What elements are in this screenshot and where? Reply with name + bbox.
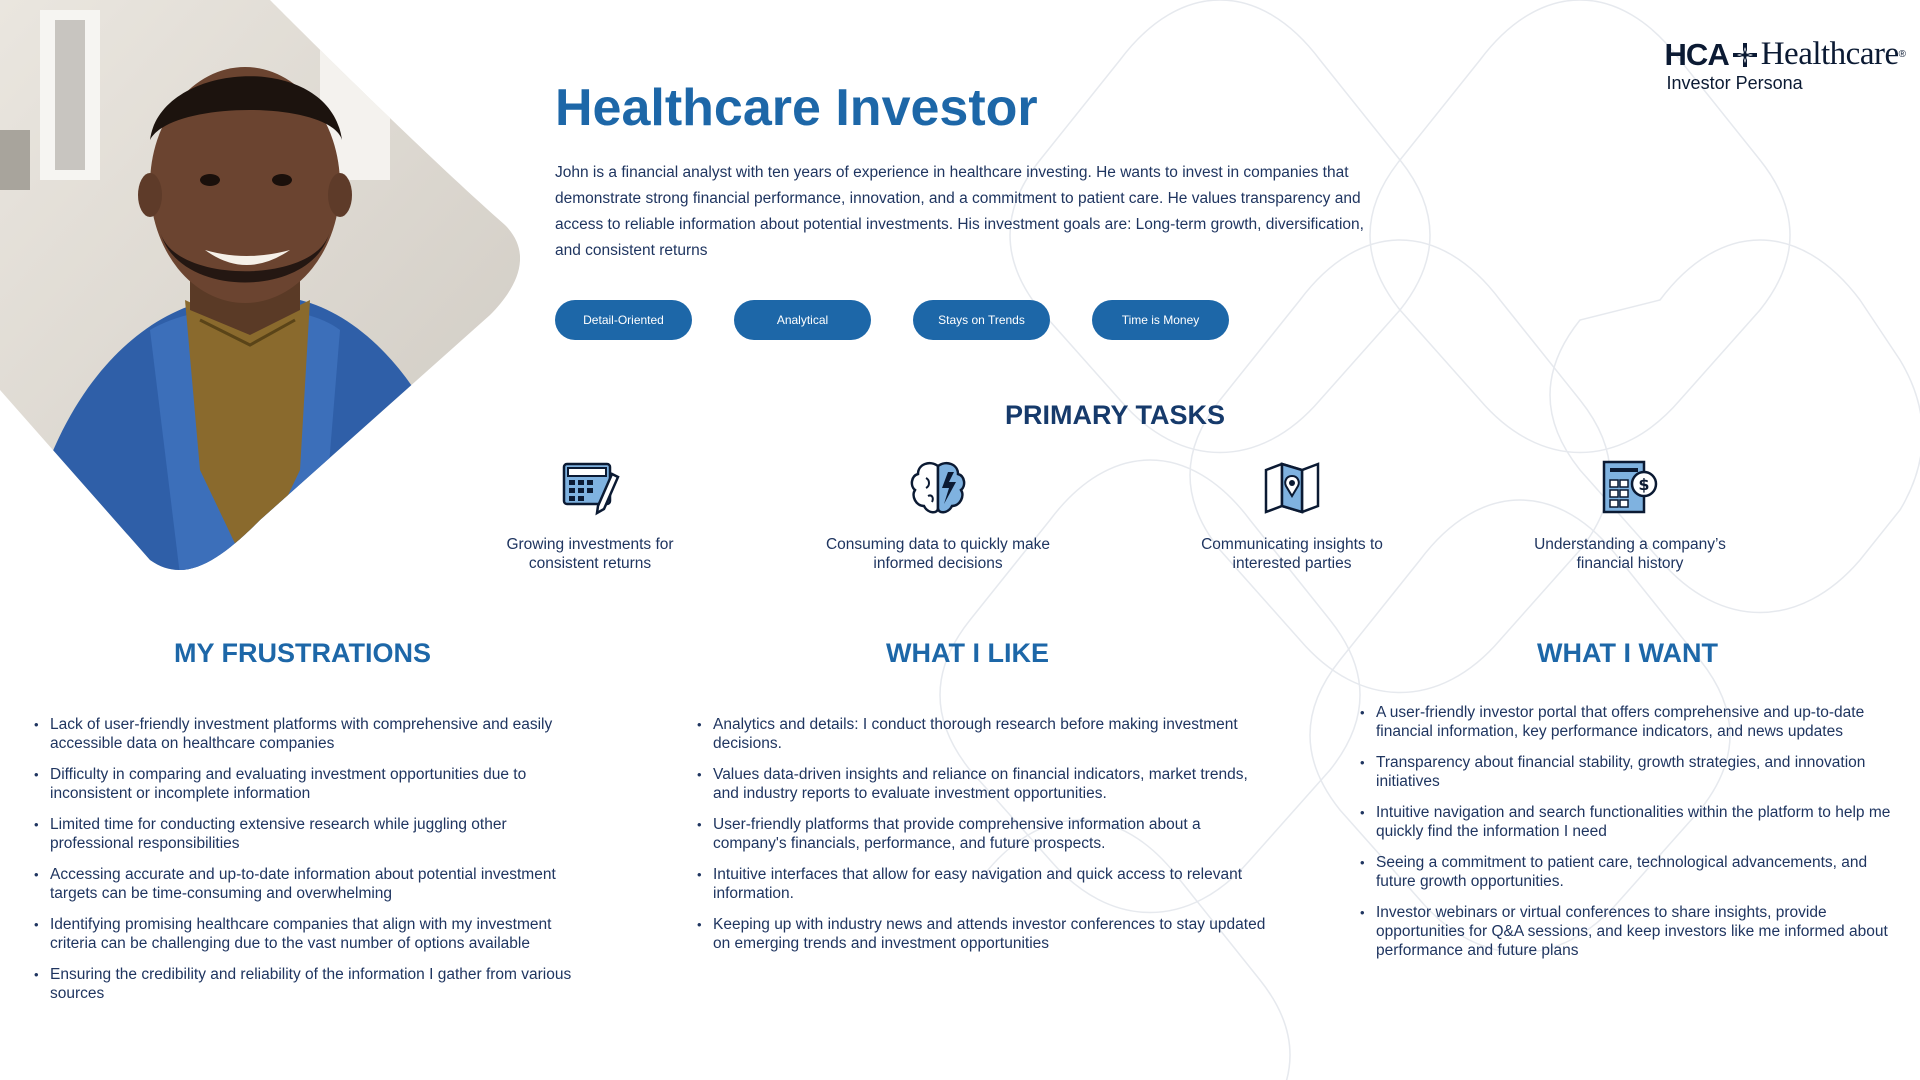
list-item: • Intuitive navigation and search functionalities within the platform to help me quickly find the information I need: [1360, 803, 1910, 841]
task-item: [470, 458, 710, 573]
list-item: • Intuitive interfaces that allow for easy navigation and quick access to relevant information.: [697, 865, 1272, 903]
frustrations-list: [34, 715, 584, 1015]
wants-heading: WHAT I WANT: [1537, 638, 1718, 668]
svg-text:$: $: [1638, 475, 1650, 494]
task-label: Growing investments for consistent returns: [506, 536, 674, 572]
list-item: • A user-friendly investor portal that offers comprehensive and up-to-date financial information, key performance indicators, and news updates: [1360, 703, 1910, 741]
list-item: • Transparency about financial stability, growth strategies, and innovation initiatives: [1360, 753, 1910, 791]
list-item: • Ensuring the credibility and reliability of the information I gather from various sources: [34, 965, 584, 1003]
likes-heading: WHAT I LIKE: [886, 638, 1049, 668]
list-item: • Analytics and details: I conduct thorough research before making investment decisions.: [697, 715, 1272, 753]
persona-photo: [0, 0, 520, 575]
trait-pills: [555, 300, 1229, 340]
logo-subtitle: Investor Persona: [1666, 73, 1803, 93]
trait-pill: Analytical: [734, 300, 871, 340]
list-item: • Seeing a commitment to patient care, technological advancements, and future growth opportunities.: [1360, 853, 1910, 891]
list-item: • Difficulty in comparing and evaluating investment opportunities due to inconsistent or incomplete information: [34, 765, 584, 803]
list-item: • Lack of user-friendly investment platforms with comprehensive and easily accessible data on healthcare companies: [34, 715, 584, 753]
list-item: • Limited time for conducting extensive research while juggling other professional responsibilities: [34, 815, 584, 853]
trait-pill: Time is Money: [1092, 300, 1229, 340]
list-item: • Values data-driven insights and reliance on financial indicators, market trends, and industry reports to evaluate investment opportunities.: [697, 765, 1272, 803]
trait-pill: Detail-Oriented: [555, 300, 692, 340]
logo-wordmark: [1665, 36, 1906, 73]
likes-list: [697, 715, 1272, 965]
task-label: Consuming data to quickly make informed decisions: [825, 536, 1050, 572]
primary-tasks-heading: PRIMARY TASKS: [1004, 400, 1226, 430]
task-label: Communicating insights to interested parties: [1201, 536, 1383, 572]
frustrations-heading: MY FRUSTRATIONS: [173, 638, 431, 668]
list-item: • Keeping up with industry news and attends investor conferences to stay updated on emerging trends and investment opportunities: [697, 915, 1272, 953]
logo-healthcare-text: Healthcare: [1760, 36, 1899, 72]
task-item: [1510, 458, 1750, 573]
logo-cross-icon: [1732, 42, 1758, 68]
task-item: [818, 458, 1058, 573]
brain-icon: [908, 458, 968, 518]
wants-list: [1360, 703, 1910, 972]
task-item: [1172, 458, 1412, 573]
map-icon: [1262, 458, 1322, 518]
logo-hca-text: HCA: [1664, 36, 1729, 72]
trait-pill: Stays on Trends: [913, 300, 1050, 340]
list-item: • Identifying promising healthcare companies that align with my investment criteria can be challenging due to the vast number of options available: [34, 915, 584, 953]
task-label: Understanding a company’s financial history: [1534, 536, 1726, 572]
financial-report-icon: [1600, 458, 1660, 518]
list-item: • User-friendly platforms that provide comprehensive information about a company's financials, performance, and future prospects.: [697, 815, 1272, 853]
logo-registered-mark: ®: [1898, 49, 1906, 60]
calculator-icon: [560, 458, 620, 518]
list-item: • Investor webinars or virtual conferences to share insights, provide opportunities for Q&A sessions, and keep investors like me informed about performance and future plans: [1360, 903, 1910, 960]
list-item: • Accessing accurate and up-to-date information about potential investment targets can be time-consuming and overwhelming: [34, 865, 584, 903]
page-title: Healthcare Investor: [555, 79, 1038, 137]
hca-healthcare-logo: [1665, 36, 1906, 94]
persona-description: John is a financial analyst with ten years of experience in healthcare investing. He wants to invest in companies that demonstrate strong financial performance, innovation, and a commitment to patient care. He values transparency and access to reliable information about potential investments. His investment goals are: Long-term growth, diversification, and consistent returns: [555, 164, 1364, 259]
